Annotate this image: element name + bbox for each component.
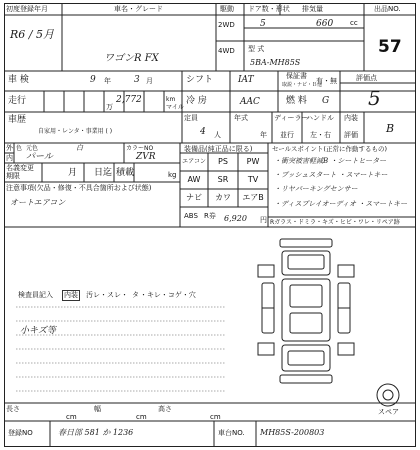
dealer-sub: 並行 [280,131,294,139]
r-ticket-value: 6,920 [224,214,247,223]
equip-tv: TV [247,175,259,184]
interior-label: 内装 [344,114,358,122]
km-unit: km [166,96,176,103]
cc-unit: cc [350,19,358,27]
exterior-label: 外 [6,144,13,152]
inspector-tag-circle: タ [132,291,139,299]
inspector-tag-rest: ・キレ・コゲ・穴 [140,291,196,299]
warranty-options: 有・無 [316,77,337,85]
sales-point-2: ・プッシュスタート ・スマートキー [274,171,388,179]
kg-label: kg [168,171,177,179]
chassis-label: 車台NO. [218,429,245,437]
chassis-value: MH85S-200803 [260,428,325,437]
model-label: 型 式 [248,45,265,53]
sales-points-label: セールスポイント(正常に作動するもの) [272,145,387,153]
drive-2wd-label: 2WD [218,21,235,29]
doors-value: 5 [260,19,266,29]
equip-airbag: エアB [242,193,264,202]
color-no-label: カラーNO [126,145,154,152]
spare-label: スペア [378,408,399,416]
equip-sr: SR [217,175,229,184]
shift-value: IAT [238,75,254,85]
equip-ac: エアコン [182,158,206,165]
interior-sub: 評価 [344,131,358,139]
drive-label: 駆動 [220,5,234,13]
first-reg-label: 初度登録年月 [6,5,48,13]
capacity-label: 定員 [184,114,198,122]
width-unit: cm [136,413,147,421]
equip-abs: ABS [184,212,198,220]
equip-pw: PW [246,157,260,166]
inspector-note: 小キズ等 [20,326,56,336]
original-color-value: 白 [76,144,83,152]
width-label: 幅 [94,405,101,413]
dealer-label: ディーラー [274,114,309,122]
displacement-label: 排気量 [302,5,323,13]
warranty-sub: 取説・ナビ・Ｂ他 [282,82,323,88]
man-unit: 万 [106,103,113,111]
name-grade-label: 車名・グレード [114,5,163,13]
car-diagram [258,239,399,406]
shaken-year-unit: 年 [104,77,111,85]
equip-ps: PS [218,157,228,166]
equip-aw: AW [187,175,201,184]
interior-color-label: 内 [6,154,13,162]
notes-label: 注意事項(欠品・修復・不具合箇所および状態) [6,184,152,192]
reg-no-label: 登録NO [8,429,33,437]
sales-point-1: ・衝突被害軽減B ・シートヒーター [274,157,387,165]
mileage-label: 走行 [8,96,27,106]
mileage-value: 2,772 [116,95,142,105]
yen-label: 円 [260,216,267,224]
color-label: 色 [16,145,23,152]
warranty-label: 保証書 [286,72,307,80]
name-change-month: 月 [68,168,78,178]
ac-label: 冷 房 [186,96,207,106]
sales-point-4: ・ディスプレイオーディオ ・スマートキー [274,200,408,208]
shaken-month: 3 [134,75,140,85]
equip-leather: カワ [215,193,231,202]
inspector-tag-interior: 内装 [64,291,78,299]
lot-number: 57 [378,37,402,57]
yearmodel-unit: 年 [260,131,267,139]
handle-value: 左・右 [310,131,331,139]
handle-label: ハンドル [306,114,334,122]
notes-text: オートエアコン [10,198,66,207]
shaken-month-unit: 月 [146,77,153,85]
auction-sheet [4,3,416,447]
shaken-label: 車 検 [8,75,29,85]
color-no-value: ZVR [136,152,156,162]
doors-shape-label: ドア数・形状 [248,5,290,13]
shift-label: シフト [186,75,214,85]
deadline-label: 期限 [6,172,20,180]
ac-value: AAC [240,97,260,107]
fuel-label: 燃 料 [286,96,307,106]
name-change-label: 名義変更 [6,164,34,172]
first-reg-value: R6 / 5月 [10,28,54,41]
inspector-label: 検査員記入 [18,291,53,299]
displacement-value: 660 [316,19,334,29]
mile-unit: マイル [166,104,184,111]
sales-points-footer: Rガラス・ドミラ・キズ・ヒビ・ワレ・リペア跡 [270,219,400,226]
drive-4wd-label: 4WD [218,47,235,55]
capacity-unit: 人 [214,131,221,139]
shaken-year: 9 [90,75,96,85]
score-label: 評価点 [356,74,377,82]
length-unit: cm [66,413,77,421]
inspector-tag-stain: 汚レ・スレ・ [86,291,128,299]
name-change-date: 日迄 [94,168,113,178]
lot-label: 出品NO. [374,5,401,13]
equipment-label: 装備品(純正品に限る) [184,145,253,153]
interior-value: B [386,122,395,135]
model-value: 5BA-MH85S [250,58,301,67]
height-unit: cm [210,413,221,421]
equip-navi: ナビ [186,193,202,202]
fuel-value: G [322,96,330,106]
length-label: 長さ [6,405,20,413]
equip-r-ticket: R券 [204,212,216,220]
history-options: 自家用・レンタ・事業用 ( ) [38,128,113,135]
score-value: 5 [368,86,381,110]
cargo-label: 積載 [116,168,135,178]
color-value: パール [26,152,53,162]
sales-point-3: ・リヤパーキングセンサー [274,185,358,193]
height-label: 高さ [158,405,172,413]
reg-no-value: 春日部 581 か 1236 [58,428,134,437]
original-color-label: 元色 [26,145,39,152]
history-label: 車歴 [8,115,27,125]
name-grade-value: ワゴンR FX [104,53,159,64]
yearmodel-label: 年式 [234,114,248,122]
capacity-value: 4 [200,127,206,137]
